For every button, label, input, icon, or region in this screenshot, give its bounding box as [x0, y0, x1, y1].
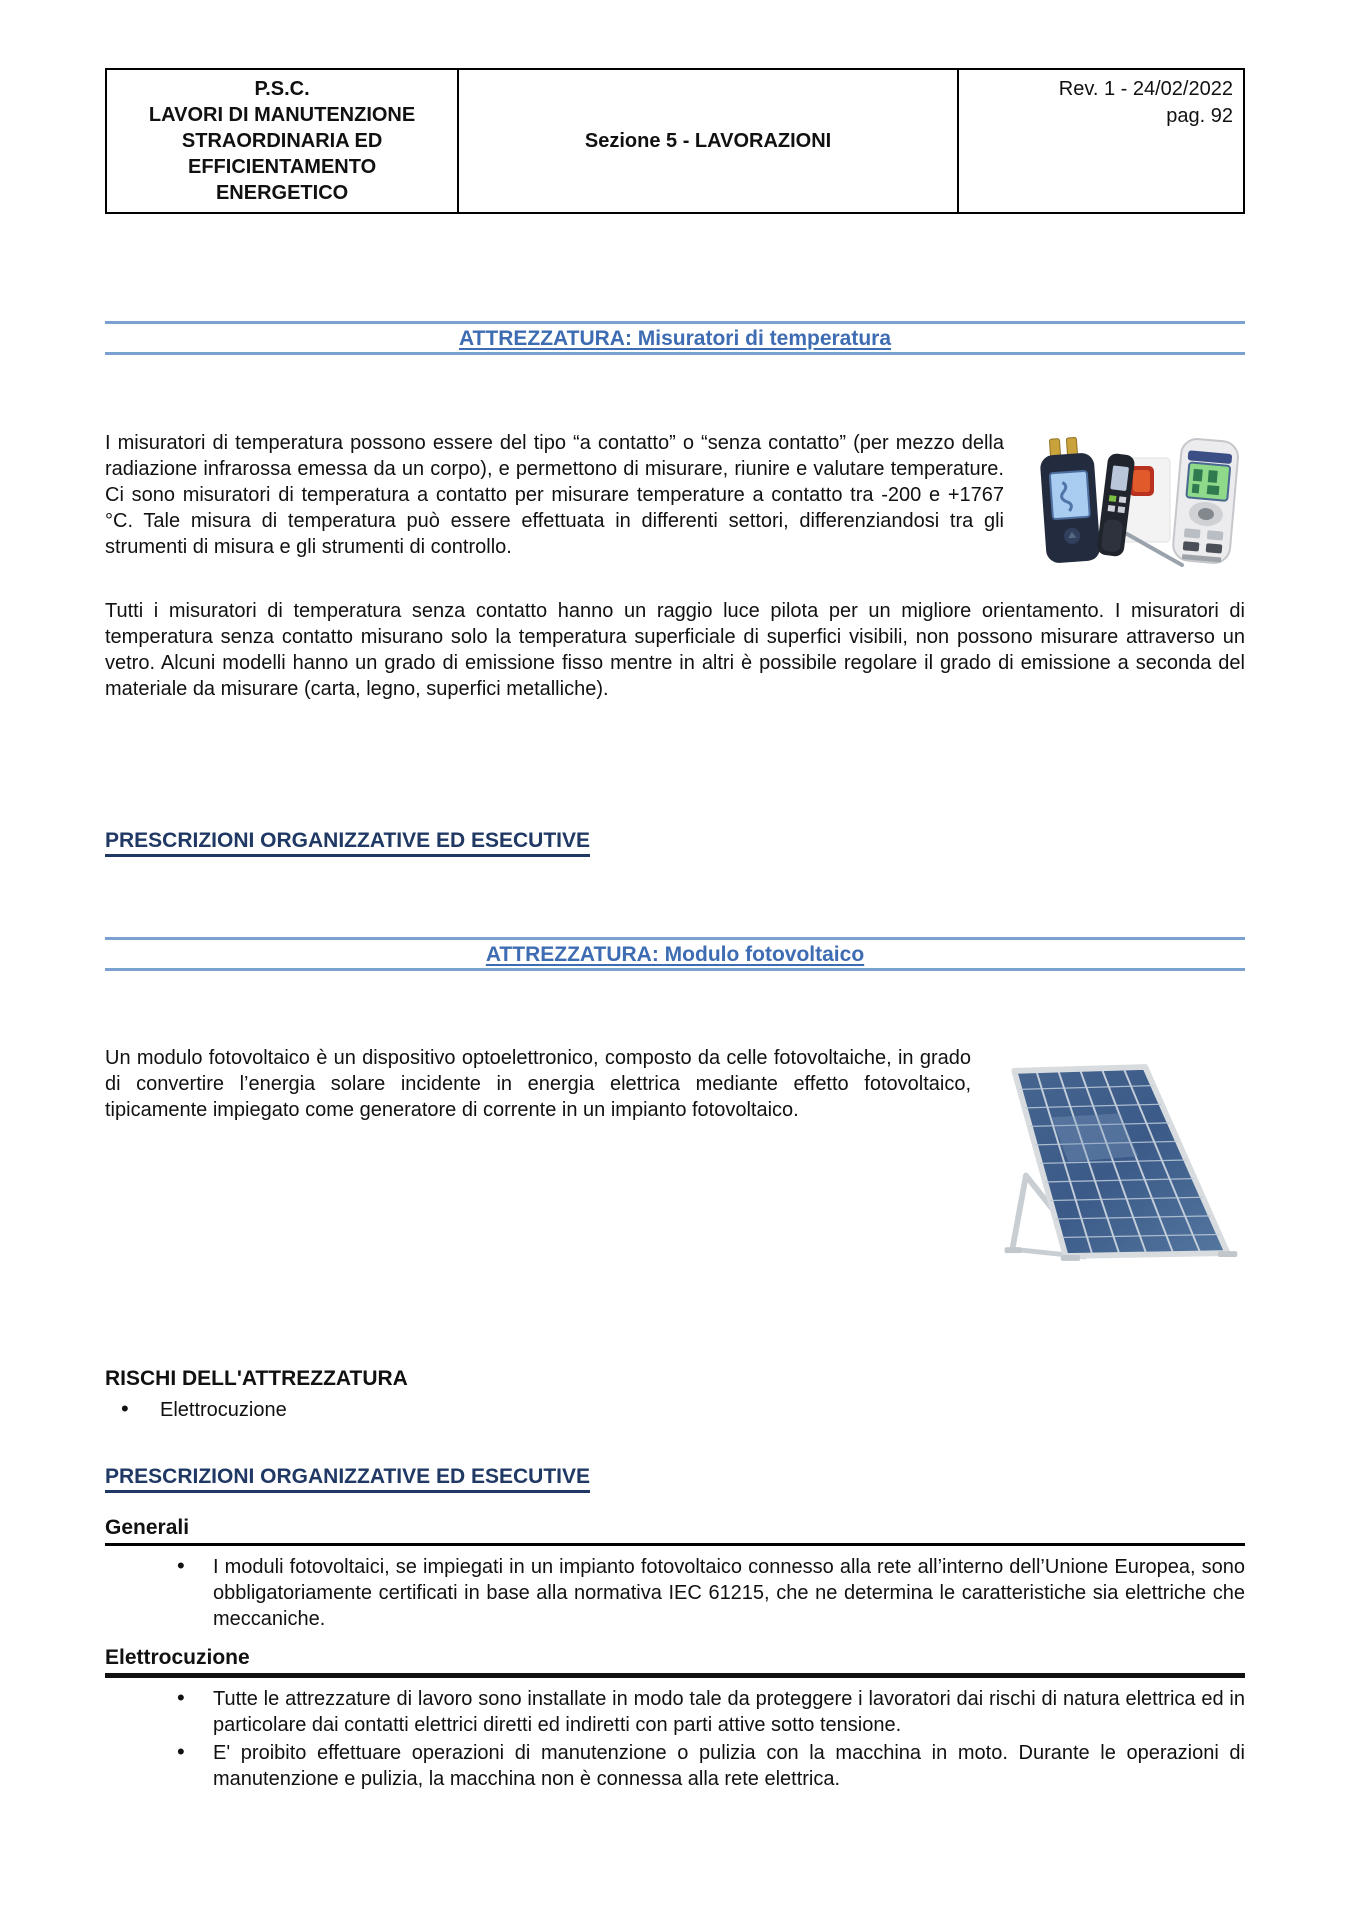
generali-heading: Generali	[105, 1516, 1245, 1546]
elettrocuzione-item-2: • E' proibito effettuare operazioni di manutenzione o pulizia con la macchina in moto. Durante le operazioni di manutenzione e pulizia, la macchina non è connessa alla rete elettrica.	[105, 1740, 1245, 1792]
prescrizioni-heading-2: PRESCRIZIONI ORGANIZZATIVE ED ESECUTIVE	[105, 1465, 590, 1493]
header-section-name: Sezione 5 - LAVORAZIONI	[459, 70, 959, 212]
temperatura-content-row	[105, 430, 1245, 570]
rischi-heading: RISCHI DELL'ATTREZZATURA	[105, 1367, 408, 1390]
section-title-fotovoltaico: ATTREZZATURA: Modulo fotovoltaico	[485, 943, 865, 966]
generali-item: • I moduli fotovoltaici, se impiegati in un impianto fotovoltaico connesso alla rete all’interno dell’Unione Europea, sono obbligatoriamente certificati in base alla normativa IEC 61215, che ne determina le caratteristiche sia elettriche che meccaniche.	[105, 1554, 1245, 1632]
header-table	[105, 68, 1245, 214]
fotovoltaico-paragraph: Un modulo fotovoltaico è un dispositivo optoelettronico, composto da celle fotovoltaiche, in grado di convertire l’energia solare incidente in energia elettrica mediante effetto fotovoltaico, tipicamente impiegato come generatore di corrente in un impianto fotovoltaico.	[105, 1047, 971, 1121]
solar-panel-illustration	[993, 1045, 1245, 1277]
elettrocuzione-list	[105, 1686, 1245, 1792]
header-revision	[959, 70, 1243, 212]
section-banner-fotovoltaico	[105, 937, 1245, 971]
temperatura-paragraph-1: I misuratori di temperatura possono essere del tipo “a contatto” o “senza contatto” (per mezzo della radiazione infrarossa emessa da un corpo), e permettono di misurare, riunire e valutare temperature. Ci sono misuratori di temperatura a contatto per misurare temperature a contatto tra -200 e +1767 °C. Tale misura di temperatura può essere effettuata in differenti settori, differenziandosi tra gli strumenti di misura e gli strumenti di controllo.	[105, 432, 1004, 558]
elettrocuzione-heading: Elettrocuzione	[105, 1646, 1245, 1678]
header-project-title: P.S.C. LAVORI DI MANUTENZIONE STRAORDINARIA ED EFFICIENTAMENTO ENERGETICO	[107, 70, 459, 212]
fotovoltaico-content-row	[105, 1045, 1245, 1277]
header-psc: P.S.C.	[254, 78, 310, 100]
rischi-item: • Elettrocuzione	[105, 1397, 1245, 1423]
temperature-meters-image	[1030, 430, 1245, 570]
revision-line: Rev. 1 - 24/02/2022	[1058, 78, 1233, 100]
elettrocuzione-item-1: • Tutte le attrezzature di lavoro sono installate in modo tale da proteggere i lavoratori dai rischi di natura elettrica ed in particolare dai contatti elettrici diretti ed indiretti con parti attive sotto tensione.	[105, 1686, 1245, 1738]
section-banner-temperatura	[105, 321, 1245, 355]
page-number: pag. 92	[1166, 105, 1233, 127]
temperatura-paragraph-2: Tutti i misuratori di temperatura senza contatto hanno un raggio luce pilota per un migliore orientamento. I misuratori di temperatura senza contatto misurano solo la temperatura superficiale di superfici visibili, non possono misurare attraverso un vetro. Alcuni modelli hanno un grado di emissione fisso mentre in altri è possibile regolare il grado di emissione a seconda del materiale da misurare (carta, legno, superfici metalliche).	[105, 600, 1245, 700]
generali-list	[105, 1554, 1245, 1632]
prescrizioni-heading-1: PRESCRIZIONI ORGANIZZATIVE ED ESECUTIVE	[105, 829, 590, 857]
solar-panel-image	[993, 1045, 1245, 1277]
temperature-meters-illustration	[1030, 430, 1245, 570]
rischi-list	[105, 1397, 1245, 1423]
section-title-temperatura: ATTREZZATURA: Misuratori di temperatura	[458, 327, 892, 350]
